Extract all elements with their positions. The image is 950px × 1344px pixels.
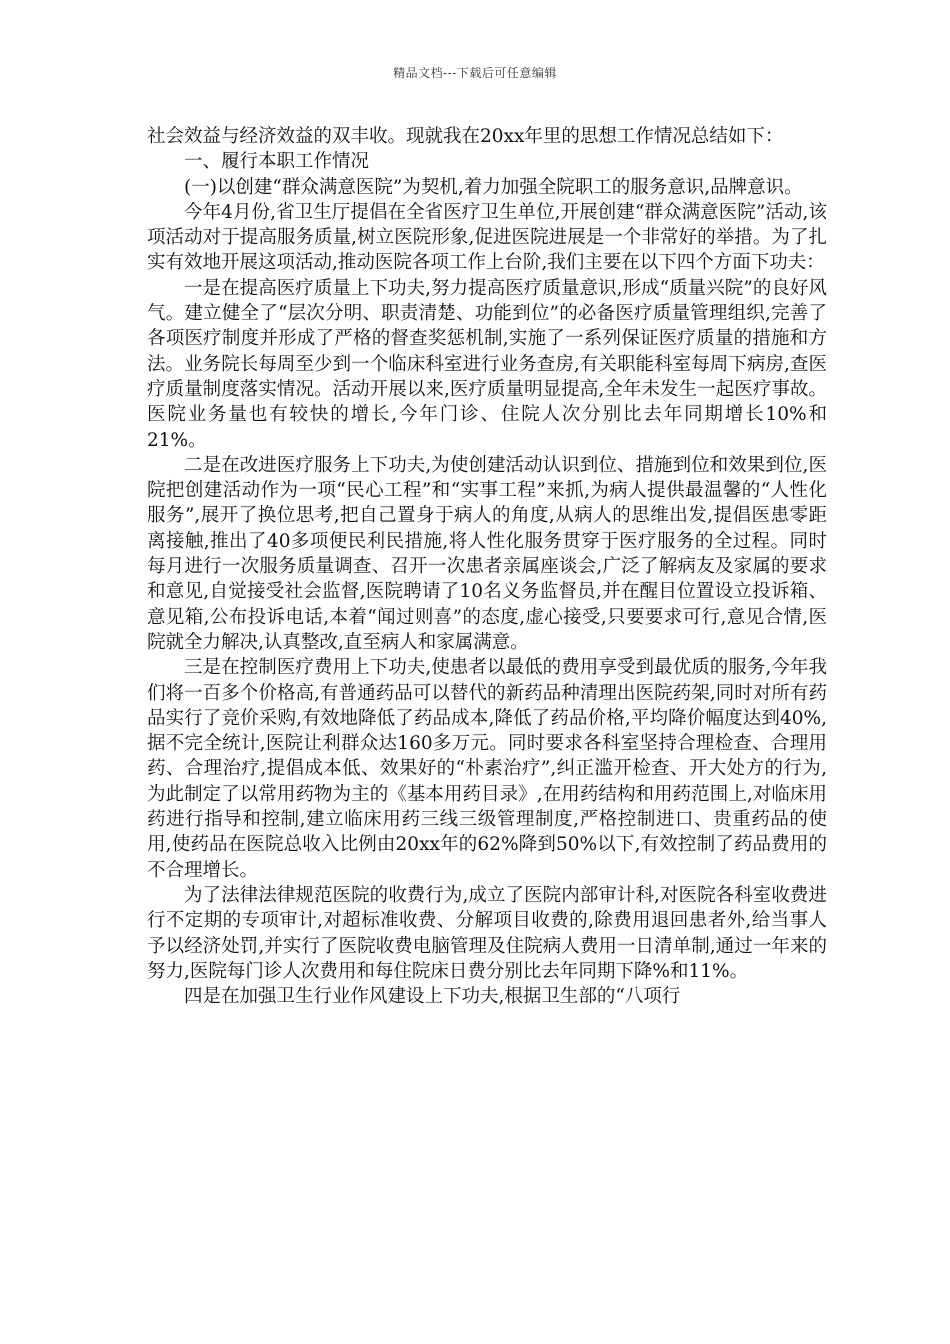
paragraph-quality: 一是在提高医疗质量上下功夫,努力提高医疗质量意识,形成“质量兴院”的良好风气。建立健全了“层次分明、职责清楚、功能到位”的必备医疗质量管理组织,完善了各项医疗制度并形成了严格的督查奖惩机制,实施了一系列保证医疗质量的措施和方法。业务院长每周至少到一个临床科室进行业务查房,有关职能科室每周下病房,查医疗质量制度落实情况。活动开展以来,医疗质量明显提高,全年未发生一起医疗事故。医院业务量也有较快的增长,今年门诊、住院人次分别比去年同期增长10%和21%。	[147, 277, 827, 451]
paragraph-intro: 今年4月份,省卫生厅提倡在全省医疗卫生单位,开展创建“群众满意医院”活动,该项活动对于提高服务质量,树立医院形象,促进医院进展是一个非常好的举措。为了扎实有效地开展这项活动,推动医院各项工作上台阶,我们主要在以下四个方面下功夫：	[147, 201, 827, 274]
page-header: 精品文档---下载后可任意编辑	[393, 66, 557, 80]
subsection-heading: (一)以创建“群众满意医院”为契机,着力加强全院职工的服务意识,品牌意识。	[184, 176, 803, 198]
paragraph-service: 二是在改进医疗服务上下功夫,为使创建活动认识到位、措施到位和效果到位,医院把创建活动作为一项“民心工程”和“实事工程”来抓,为病人提供最温馨的“人性化服务”,展开了换位思考,把自己置身于病人的角度,从病人的思维出发,提倡医患零距离接触,推出了40多项便民利民措施,将人性化服务贯穿于医疗服务的全过程。同时每月进行一次服务质量调查、召开一次患者亲属座谈会,广泛了解病友及家属的要求和意见,自觉接受社会监督,医院聘请了10名义务监督员,并在醒目位置设立投诉箱、意见箱,公布投诉电话,本着“闻过则喜”的态度,虚心接受,只要要求可行,意见合情,医院就全力解决,认真整改,直至病人和家属满意。	[147, 454, 827, 653]
paragraph-continuation: 社会效益与经济效益的双丰收。现就我在20xx年里的思想工作情况总结如下：	[147, 126, 784, 147]
paragraph-conduct: 四是在加强卫生行业作风建设上下功夫,根据卫生部的“八项行	[184, 986, 681, 1008]
paragraph-fees: 为了法律法律规范医院的收费行为,成立了医院内部审计科,对医院各科室收费进行不定期的专项审计,对超标准收费、分解项目收费的,除费用退回患者外,给当事人予以经济处罚,并实行了医院收费电脑管理及住院病人费用一日清单制,通过一年来的努力,医院每门诊人次费用和每住院床日费分别比去年同期下降%和11%。	[147, 884, 827, 982]
document-body	[147, 124, 827, 1009]
section-heading: 一、履行本职工作情况	[184, 151, 370, 173]
paragraph-cost: 三是在控制医疗费用上下功夫,使患者以最低的费用享受到最优质的服务,今年我们将一百多个价格高,有普通药品可以替代的新药品种清理出医院药架,同时对所有药品实行了竞价采购,有效地降低了药品成本,降低了药品价格,平均降价幅度达到40%,据不完全统计,医院让利群众达160多万元。同时要求各科室坚持合理检查、合理用药、合理治疗,提倡成本低、效果好的“朴素治疗”,纠正滥开检查、开大处方的行为,为此制定了以常用药物为主的《基本用药目录》,在用药结构和用药范围上,对临床用药进行指导和控制,建立临床用药三线三级管理制度,严格控制进口、贵重药品的使用,使药品在医院总收入比例由20xx年的62%降到50%以下,有效控制了药品费用的不合理增长。	[147, 657, 827, 881]
